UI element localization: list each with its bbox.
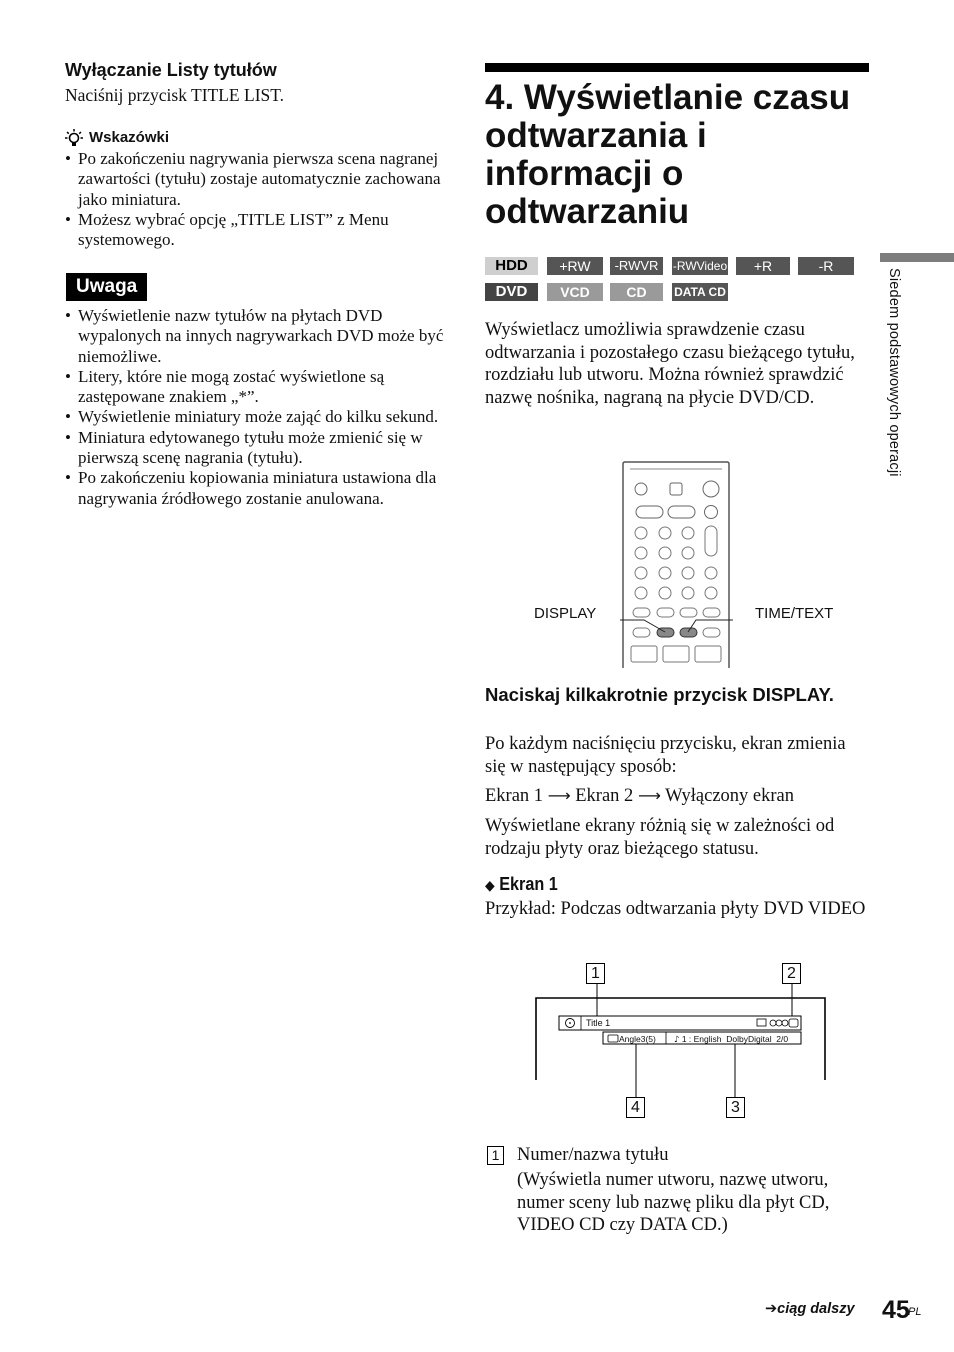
note-item: • Wyświetlenie miniatury może zająć do kilku sekund. — [65, 407, 450, 427]
continued-text: ciąg dalszy — [777, 1301, 855, 1317]
diamond-icon: ◆ — [485, 878, 495, 894]
remote-control-illustration — [620, 460, 733, 670]
side-tab-bar — [880, 253, 954, 262]
title-list-off-heading: Wyłączanie Listy tytułów — [65, 60, 277, 80]
badge-vcd: VCD — [547, 283, 603, 301]
note-item: • Miniatura edytowanego tytułu może zmienić się w pierwszą scenę nagrania (tytułu). — [65, 428, 450, 469]
step-text: Po każdym naciśnięciu przycisku, ekran zmienia się w następujący sposób: — [485, 734, 846, 777]
sequence-screen-2: Ekran 2 — [575, 786, 634, 806]
music-note-icon: ♪ — [674, 1035, 680, 1045]
screen1-heading-row — [485, 874, 558, 895]
screen-sequence — [485, 785, 869, 808]
badge-rw-video: -RWVideo — [672, 259, 728, 273]
continued-note — [765, 1301, 855, 1317]
lightbulb-icon — [64, 128, 84, 148]
sequence-screen-off: Wyłączony ekran — [665, 786, 795, 806]
item-1-title: Numer/nazwa tytułu — [517, 1145, 669, 1165]
note-list — [65, 306, 450, 509]
display-button-label: DISPLAY — [534, 605, 597, 622]
callout-2: 2 — [782, 963, 801, 984]
arrow-right-icon: ⟶ — [637, 786, 661, 805]
tip-item: • Po zakończeniu nagrywania pierwsza scena nagranej zawartości (tytułu) zostaje automatycznie zachowana jako miniatura. — [65, 149, 450, 210]
side-tab-label: Siedem podstawowych operacji — [886, 268, 902, 477]
diff-text: Wyświetlane ekrany różnią się w zależności od rodzaju płyty oraz bieżącego statusu. — [485, 816, 835, 859]
arrow-right-icon: ➔ — [765, 1301, 778, 1317]
note-item: • Po zakończeniu kopiowania miniatura ustawiona dla nagrywania źródłowego zostanie anulowana. — [65, 468, 450, 509]
badge-hdd: HDD — [485, 257, 538, 275]
badge-data-cd: DATA CD — [672, 283, 728, 301]
osd-title-text: Title 1 — [586, 1018, 611, 1028]
tips-label: Wskazówki — [89, 129, 170, 146]
time-text-button-label: TIME/TEXT — [755, 605, 834, 622]
badge-dvd: DVD — [485, 283, 538, 301]
tip-item: • Możesz wybrać opcję „TITLE LIST” z Menu systemowego. — [65, 210, 450, 251]
page-lang: PL — [908, 1306, 922, 1318]
page-number: 45 — [882, 1296, 910, 1324]
item-1-description: (Wyświetla numer utworu, nazwę utworu, numer sceny lub nazwę pliku dla płyt CD, VIDEO CD czy DATA CD.) — [517, 1170, 830, 1235]
callout-4: 4 — [626, 1097, 645, 1118]
screen1-example: Przykład: Podczas odtwarzania płyty DVD VIDEO — [485, 899, 866, 919]
chapter-rule — [485, 63, 869, 72]
note-item: • Litery, które nie mogą zostać wyświetlone są zastępowane znakiem „*”. — [65, 367, 450, 408]
osd-angle-text: Angle3(5) — [619, 1034, 656, 1044]
badge-plus-rw: +RW — [547, 257, 603, 275]
step-heading: Naciskaj kilkakrotnie przycisk DISPLAY. — [485, 684, 834, 705]
arrow-right-icon: ⟶ — [547, 786, 571, 805]
intro-text: Wyświetlacz umożliwia sprawdzenie czasu odtwarzania i pozostałego czasu bieżącego tytułu, rozdziału lub utworu. Można również sprawdzić nazwę nośnika, nagraną na płycie DVD/CD. — [485, 320, 855, 408]
badge-rw-vr: -RWVR — [610, 257, 663, 275]
osd-audio-info: 1 : English DolbyDigital 2/0 — [681, 1034, 789, 1044]
callout-1: 1 — [586, 963, 605, 984]
callout-3: 3 — [726, 1097, 745, 1118]
note-label: Uwaga — [66, 273, 147, 301]
note-item: • Wyświetlenie nazw tytułów na płytach DVD wypalonych na innych nagrywarkach DVD może być niemożliwe. — [65, 306, 450, 367]
badge-minus-r: -R — [798, 257, 854, 275]
title-list-off-text: Naciśnij przycisk TITLE LIST. — [65, 85, 285, 105]
badge-cd: CD — [610, 283, 663, 301]
item-1-number: 1 — [487, 1146, 504, 1165]
sequence-screen-1: Ekran 1 — [485, 786, 544, 806]
tips-list — [65, 149, 450, 250]
badge-plus-r: +R — [736, 257, 790, 275]
chapter-title: 4. Wyświetlanie czasu odtwarzania i informacji o odtwarzaniu — [485, 78, 851, 231]
osd-audio-text — [674, 1034, 788, 1045]
screen1-heading: Ekran 1 — [499, 874, 558, 894]
